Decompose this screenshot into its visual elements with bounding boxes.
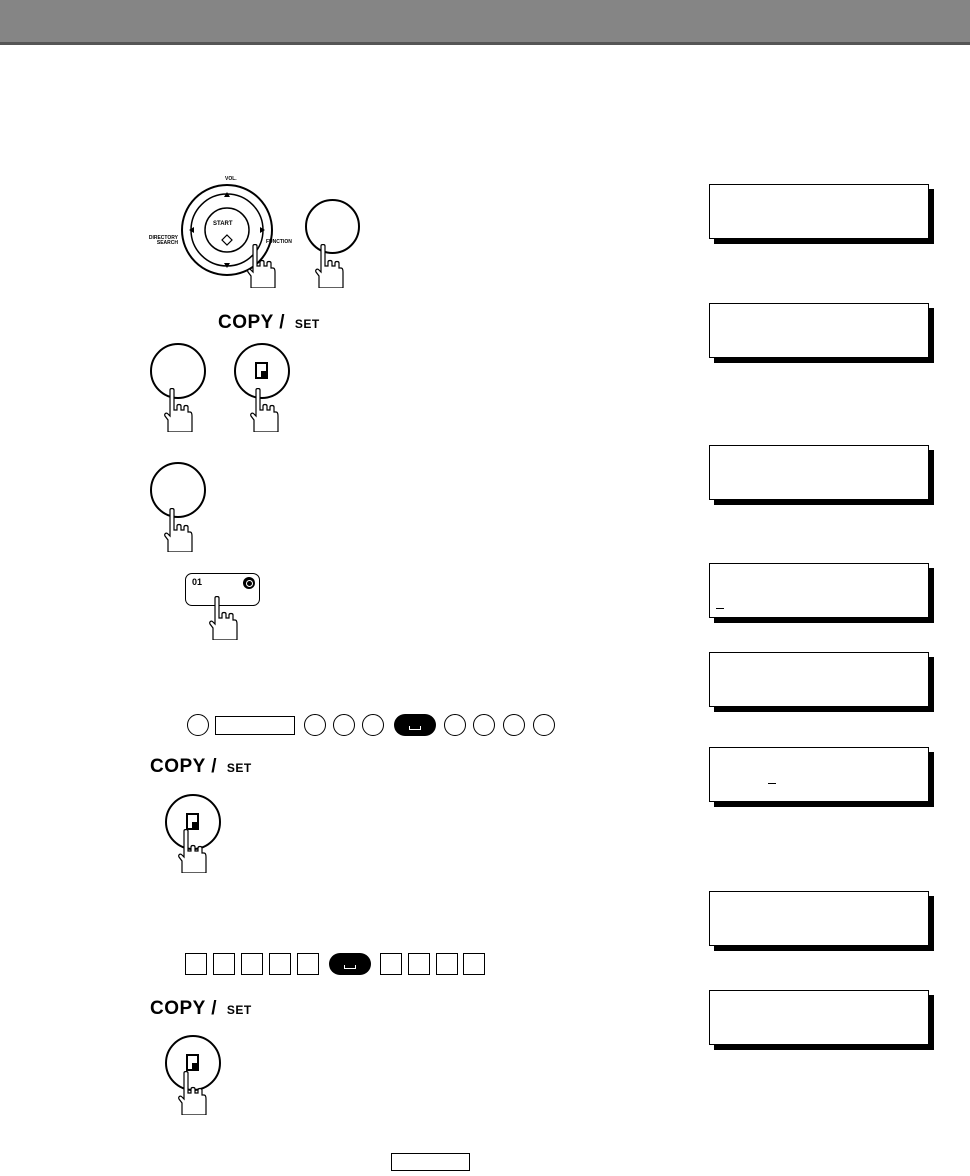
lcd-display-6 xyxy=(709,747,929,802)
lcd-display-4 xyxy=(709,563,929,618)
pointing-hand-icon xyxy=(162,388,194,432)
document-icon xyxy=(255,362,268,379)
lcd-cursor xyxy=(768,783,776,784)
set-label: SET xyxy=(294,317,320,331)
page-number-box xyxy=(391,1153,470,1171)
number-key[interactable] xyxy=(187,714,209,736)
vol-label: VOL. xyxy=(225,176,237,182)
lcd-cursor xyxy=(716,608,724,609)
number-key[interactable] xyxy=(380,953,402,975)
copy-set-label: COPY / SET xyxy=(218,312,320,333)
directory-search-label: DIRECTORY SEARCH xyxy=(148,235,178,246)
copy-label: COPY xyxy=(150,998,206,1019)
document-icon xyxy=(186,1054,199,1071)
number-key[interactable] xyxy=(436,953,458,975)
header-rule xyxy=(0,42,970,45)
lcd-display-2 xyxy=(709,303,929,358)
number-key[interactable] xyxy=(304,714,326,736)
lcd-display-7 xyxy=(709,891,929,946)
pointing-hand-icon xyxy=(248,388,280,432)
number-key[interactable] xyxy=(503,714,525,736)
set-label: SET xyxy=(226,761,252,775)
number-key[interactable] xyxy=(408,953,430,975)
input-field-key[interactable] xyxy=(215,716,295,735)
set-label: SET xyxy=(226,1003,252,1017)
number-key[interactable] xyxy=(533,714,555,736)
lcd-display-3 xyxy=(709,445,929,500)
copy-set-label: COPY / SET xyxy=(150,998,252,1019)
copy-set-label: COPY / SET xyxy=(150,756,252,777)
number-key[interactable] xyxy=(333,714,355,736)
space-key-icon[interactable] xyxy=(329,953,371,975)
pointing-hand-icon xyxy=(207,596,239,640)
header-band xyxy=(0,0,970,42)
start-label: START xyxy=(213,221,233,227)
number-key[interactable] xyxy=(362,714,384,736)
space-key-icon[interactable] xyxy=(394,714,436,736)
number-key[interactable] xyxy=(213,953,235,975)
copy-label: COPY xyxy=(218,312,274,333)
pointing-hand-icon xyxy=(245,244,277,288)
lcd-display-1 xyxy=(709,184,929,239)
key-number: 01 xyxy=(192,577,203,587)
number-key[interactable] xyxy=(444,714,466,736)
number-key[interactable] xyxy=(241,953,263,975)
number-key[interactable] xyxy=(269,953,291,975)
pointing-hand-icon xyxy=(313,244,345,288)
document-icon xyxy=(186,813,199,830)
number-key[interactable] xyxy=(463,953,485,975)
copy-label: COPY xyxy=(150,756,206,777)
search-icon xyxy=(243,577,255,589)
number-key[interactable] xyxy=(297,953,319,975)
lcd-display-8 xyxy=(709,990,929,1045)
lcd-display-5 xyxy=(709,652,929,707)
pointing-hand-icon xyxy=(176,829,208,873)
pointing-hand-icon xyxy=(162,508,194,552)
pointing-hand-icon xyxy=(176,1071,208,1115)
number-key[interactable] xyxy=(185,953,207,975)
number-key[interactable] xyxy=(473,714,495,736)
function-label: FUNCTION xyxy=(266,239,292,245)
